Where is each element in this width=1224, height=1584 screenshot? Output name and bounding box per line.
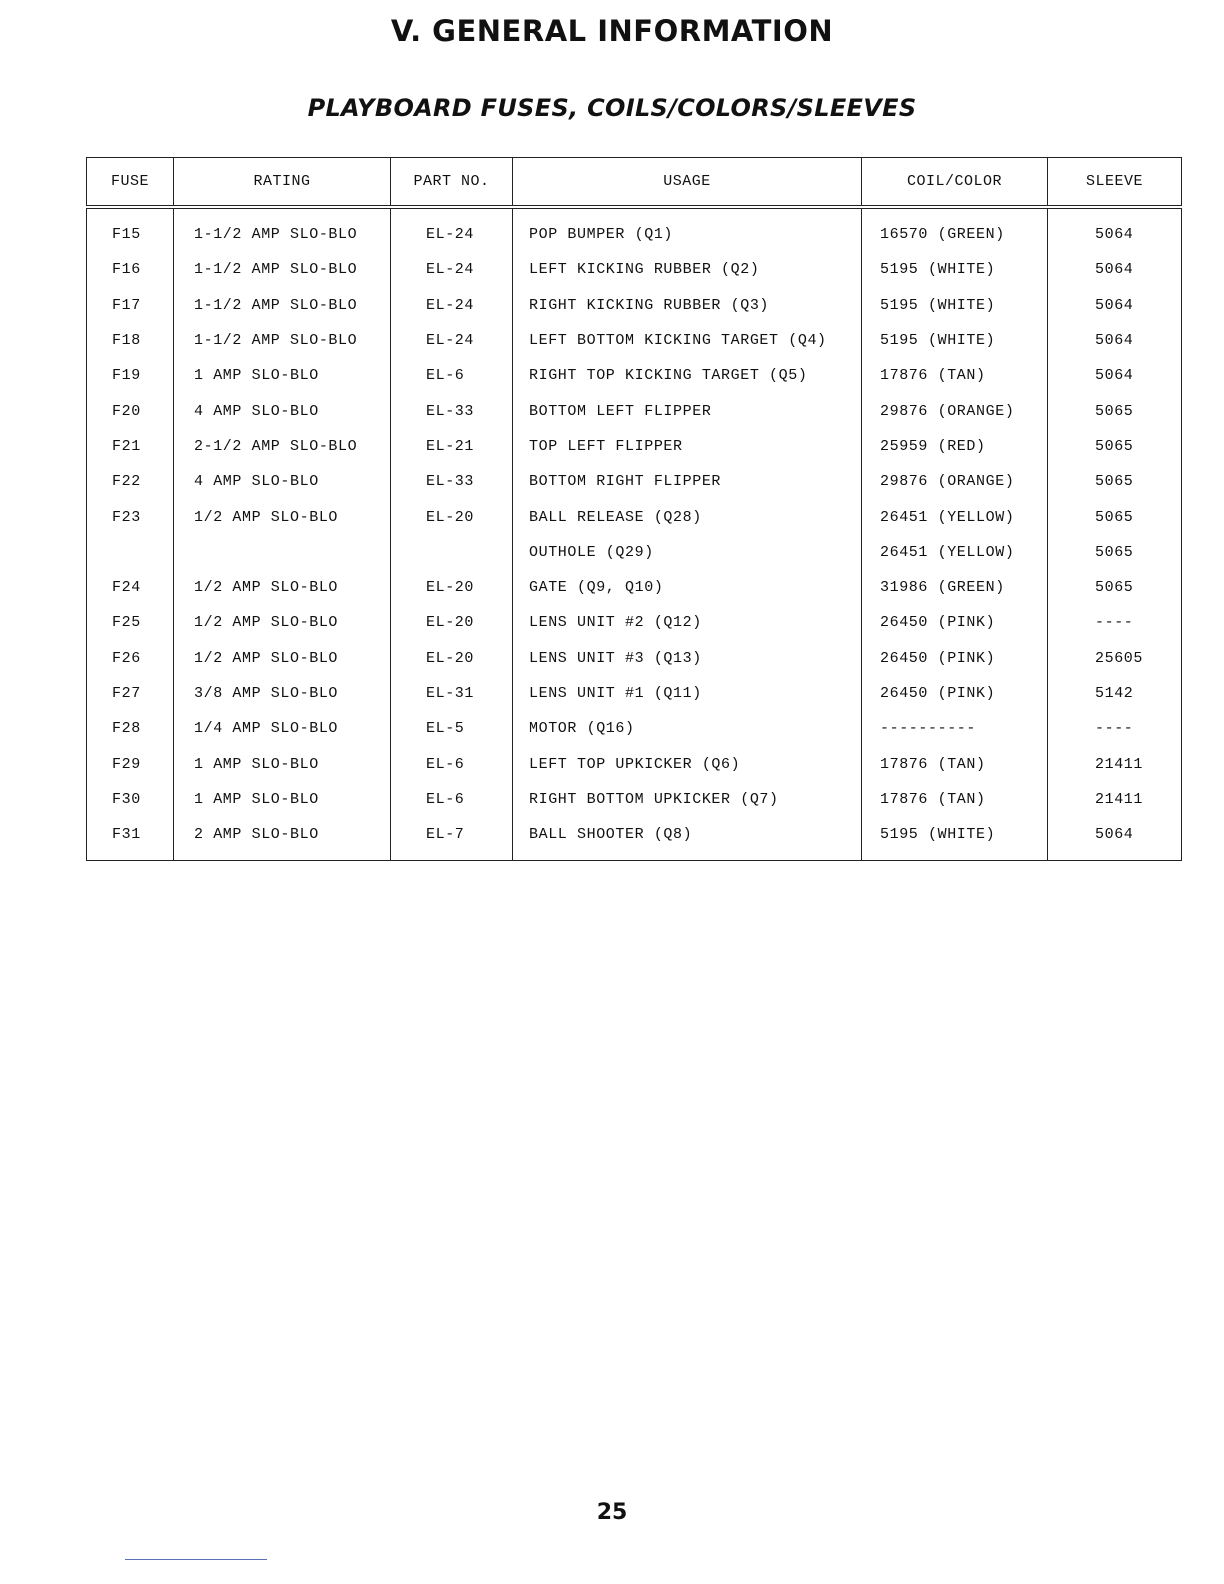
cell-part-no: EL-7 <box>391 817 513 861</box>
cell-rating <box>174 535 391 570</box>
cell-rating: 1/2 AMP SLO-BLO <box>174 641 391 676</box>
cell-rating: 1/2 AMP SLO-BLO <box>174 570 391 605</box>
cell-rating: 4 AMP SLO-BLO <box>174 393 391 428</box>
cell-part-no: EL-6 <box>391 746 513 781</box>
cell-coil-color: ---------- <box>862 711 1048 746</box>
cell-usage: BALL RELEASE (Q28) <box>513 499 862 534</box>
cell-coil-color: 17876 (TAN) <box>862 782 1048 817</box>
page-title: V. GENERAL INFORMATION <box>390 14 834 48</box>
cell-sleeve: 21411 <box>1048 746 1182 781</box>
cell-rating: 1-1/2 AMP SLO-BLO <box>174 288 391 323</box>
cell-usage: LEFT TOP UPKICKER (Q6) <box>513 746 862 781</box>
cell-fuse: F24 <box>87 570 174 605</box>
column-header-rating: RATING <box>174 158 391 208</box>
cell-sleeve: 5064 <box>1048 358 1182 393</box>
cell-sleeve: 5142 <box>1048 676 1182 711</box>
cell-usage: LENS UNIT #3 (Q13) <box>513 641 862 676</box>
table-header <box>87 158 1182 208</box>
cell-fuse: F16 <box>87 252 174 287</box>
column-header-fuse: FUSE <box>87 158 174 208</box>
cell-fuse: F26 <box>87 641 174 676</box>
cell-coil-color: 17876 (TAN) <box>862 358 1048 393</box>
cell-usage: OUTHOLE (Q29) <box>513 535 862 570</box>
table-row <box>87 288 1182 323</box>
cell-coil-color: 26451 (YELLOW) <box>862 535 1048 570</box>
cell-sleeve: 5064 <box>1048 817 1182 861</box>
cell-coil-color: 26451 (YELLOW) <box>862 499 1048 534</box>
cell-fuse: F31 <box>87 817 174 861</box>
cell-usage: TOP LEFT FLIPPER <box>513 429 862 464</box>
cell-sleeve: 5064 <box>1048 323 1182 358</box>
cell-sleeve: 5065 <box>1048 464 1182 499</box>
cell-usage: RIGHT BOTTOM UPKICKER (Q7) <box>513 782 862 817</box>
column-header-coil-color: COIL/COLOR <box>862 158 1048 208</box>
table-row <box>87 746 1182 781</box>
cell-sleeve: 5065 <box>1048 570 1182 605</box>
cell-fuse: F15 <box>87 207 174 252</box>
table-row <box>87 464 1182 499</box>
cell-part-no: EL-6 <box>391 782 513 817</box>
cell-coil-color: 25959 (RED) <box>862 429 1048 464</box>
table-row <box>87 393 1182 428</box>
cell-part-no: EL-33 <box>391 464 513 499</box>
cell-fuse: F23 <box>87 499 174 534</box>
table-row <box>87 570 1182 605</box>
cell-sleeve: 21411 <box>1048 782 1182 817</box>
cell-sleeve: ---- <box>1048 711 1182 746</box>
cell-coil-color: 17876 (TAN) <box>862 746 1048 781</box>
cell-coil-color: 29876 (ORANGE) <box>862 393 1048 428</box>
cell-rating: 2-1/2 AMP SLO-BLO <box>174 429 391 464</box>
cell-sleeve: 5065 <box>1048 393 1182 428</box>
cell-sleeve: 5065 <box>1048 499 1182 534</box>
cell-coil-color: 26450 (PINK) <box>862 605 1048 640</box>
table-row <box>87 535 1182 570</box>
cell-part-no: EL-24 <box>391 207 513 252</box>
cell-part-no: EL-6 <box>391 358 513 393</box>
table-row <box>87 429 1182 464</box>
cell-sleeve: 5065 <box>1048 429 1182 464</box>
cell-rating: 1-1/2 AMP SLO-BLO <box>174 207 391 252</box>
cell-fuse: F21 <box>87 429 174 464</box>
cell-usage: LENS UNIT #2 (Q12) <box>513 605 862 640</box>
cell-part-no: EL-20 <box>391 499 513 534</box>
cell-fuse: F18 <box>87 323 174 358</box>
table-row <box>87 711 1182 746</box>
cell-rating: 4 AMP SLO-BLO <box>174 464 391 499</box>
cell-usage: BALL SHOOTER (Q8) <box>513 817 862 861</box>
cell-fuse: F30 <box>87 782 174 817</box>
cell-fuse: F27 <box>87 676 174 711</box>
cell-fuse: F17 <box>87 288 174 323</box>
cell-sleeve: 25605 <box>1048 641 1182 676</box>
cell-fuse: F22 <box>87 464 174 499</box>
cell-usage: RIGHT TOP KICKING TARGET (Q5) <box>513 358 862 393</box>
cell-usage: MOTOR (Q16) <box>513 711 862 746</box>
cell-part-no: EL-21 <box>391 429 513 464</box>
cell-sleeve: 5064 <box>1048 252 1182 287</box>
cell-rating: 3/8 AMP SLO-BLO <box>174 676 391 711</box>
cell-rating: 1/2 AMP SLO-BLO <box>174 499 391 534</box>
page-number: 25 <box>596 1500 628 1525</box>
cell-usage: BOTTOM RIGHT FLIPPER <box>513 464 862 499</box>
table-row <box>87 605 1182 640</box>
header-row <box>87 158 1182 208</box>
cell-part-no <box>391 535 513 570</box>
cell-fuse: F19 <box>87 358 174 393</box>
cell-part-no: EL-31 <box>391 676 513 711</box>
cell-usage: LENS UNIT #1 (Q11) <box>513 676 862 711</box>
cell-usage: BOTTOM LEFT FLIPPER <box>513 393 862 428</box>
cell-usage: RIGHT KICKING RUBBER (Q3) <box>513 288 862 323</box>
cell-usage: GATE (Q9, Q10) <box>513 570 862 605</box>
cell-sleeve: ---- <box>1048 605 1182 640</box>
cell-rating: 1/4 AMP SLO-BLO <box>174 711 391 746</box>
cell-usage: LEFT KICKING RUBBER (Q2) <box>513 252 862 287</box>
footer-rule <box>125 1559 267 1560</box>
column-header-usage: USAGE <box>513 158 862 208</box>
cell-part-no: EL-20 <box>391 570 513 605</box>
cell-part-no: EL-20 <box>391 641 513 676</box>
cell-fuse: F29 <box>87 746 174 781</box>
table-row <box>87 641 1182 676</box>
cell-sleeve: 5064 <box>1048 207 1182 252</box>
cell-usage: LEFT BOTTOM KICKING TARGET (Q4) <box>513 323 862 358</box>
cell-usage: POP BUMPER (Q1) <box>513 207 862 252</box>
section-subtitle: PLAYBOARD FUSES, COILS/COLORS/SLEEVES <box>307 94 917 122</box>
cell-part-no: EL-5 <box>391 711 513 746</box>
cell-part-no: EL-20 <box>391 605 513 640</box>
cell-coil-color: 29876 (ORANGE) <box>862 464 1048 499</box>
cell-coil-color: 31986 (GREEN) <box>862 570 1048 605</box>
cell-coil-color: 5195 (WHITE) <box>862 323 1048 358</box>
cell-fuse: F20 <box>87 393 174 428</box>
table-row <box>87 252 1182 287</box>
cell-coil-color: 5195 (WHITE) <box>862 252 1048 287</box>
cell-part-no: EL-33 <box>391 393 513 428</box>
cell-rating: 2 AMP SLO-BLO <box>174 817 391 861</box>
cell-coil-color: 26450 (PINK) <box>862 641 1048 676</box>
fuse-table <box>86 157 1182 861</box>
cell-fuse: F28 <box>87 711 174 746</box>
cell-sleeve: 5065 <box>1048 535 1182 570</box>
cell-fuse: F25 <box>87 605 174 640</box>
table-row <box>87 358 1182 393</box>
cell-coil-color: 5195 (WHITE) <box>862 817 1048 861</box>
table-row <box>87 323 1182 358</box>
cell-rating: 1 AMP SLO-BLO <box>174 782 391 817</box>
cell-coil-color: 26450 (PINK) <box>862 676 1048 711</box>
cell-part-no: EL-24 <box>391 252 513 287</box>
table-row <box>87 676 1182 711</box>
table-row <box>87 499 1182 534</box>
table-row <box>87 207 1182 252</box>
cell-rating: 1 AMP SLO-BLO <box>174 746 391 781</box>
cell-coil-color: 5195 (WHITE) <box>862 288 1048 323</box>
cell-rating: 1-1/2 AMP SLO-BLO <box>174 252 391 287</box>
cell-fuse <box>87 535 174 570</box>
cell-rating: 1 AMP SLO-BLO <box>174 358 391 393</box>
cell-rating: 1/2 AMP SLO-BLO <box>174 605 391 640</box>
cell-sleeve: 5064 <box>1048 288 1182 323</box>
table-row <box>87 782 1182 817</box>
table-body <box>87 207 1182 861</box>
cell-part-no: EL-24 <box>391 323 513 358</box>
column-header-part-no: PART NO. <box>391 158 513 208</box>
table-row <box>87 817 1182 861</box>
column-header-sleeve: SLEEVE <box>1048 158 1182 208</box>
cell-rating: 1-1/2 AMP SLO-BLO <box>174 323 391 358</box>
cell-coil-color: 16570 (GREEN) <box>862 207 1048 252</box>
cell-part-no: EL-24 <box>391 288 513 323</box>
